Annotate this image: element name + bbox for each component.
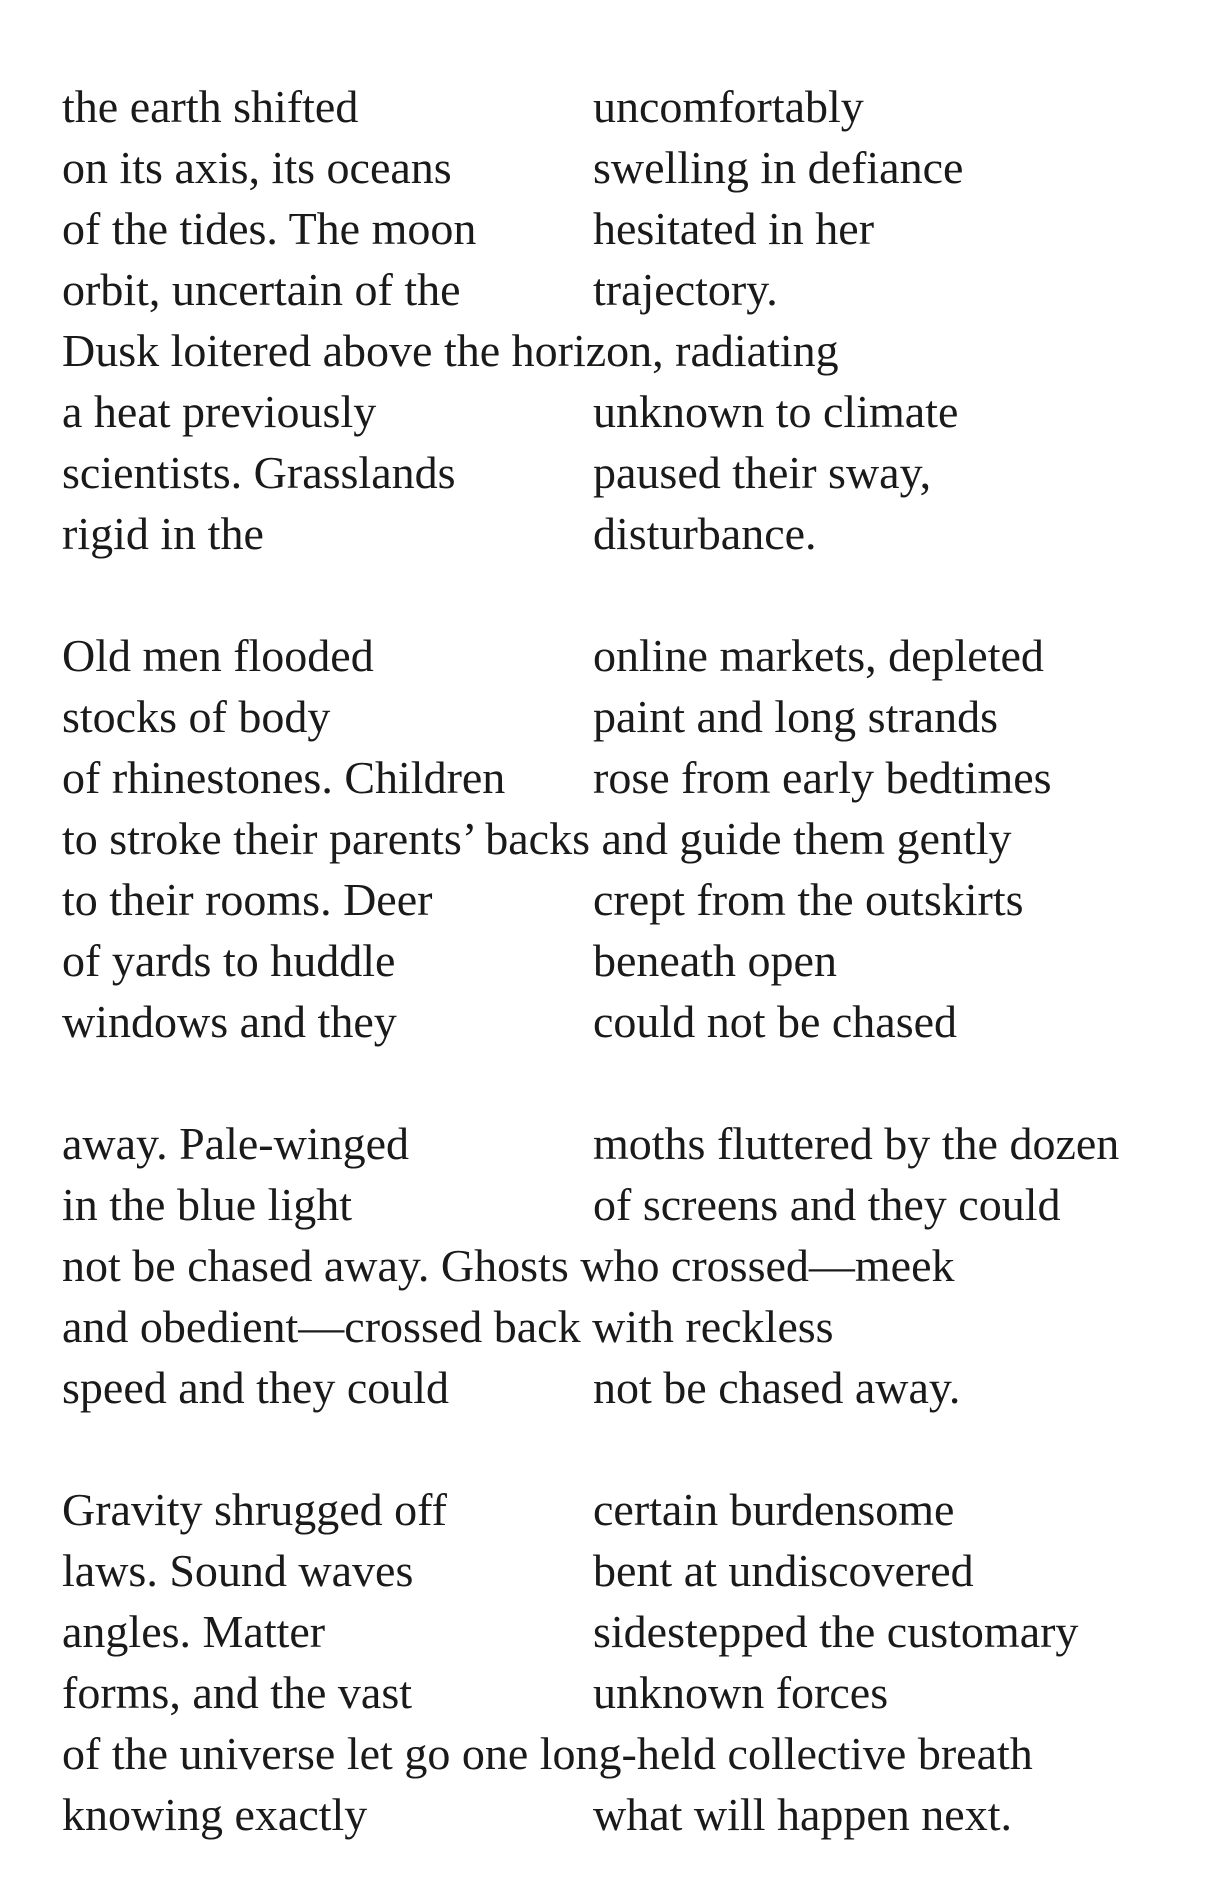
stanza (62, 1479, 1182, 1845)
poem-line (62, 503, 1182, 564)
poem-line (62, 76, 1182, 137)
stanza (62, 625, 1182, 1052)
line-left-column: a heat previously (62, 386, 377, 437)
poem-line (62, 686, 1182, 747)
line-right-column: uncomfortably (593, 81, 864, 132)
line-left-column: scientists. Grasslands (62, 447, 456, 498)
stanza-break (62, 1418, 1182, 1479)
poem (62, 76, 1182, 1845)
line-left-column: away. Pale-winged (62, 1118, 409, 1169)
poem-line (62, 320, 1182, 381)
line-right-column: hesitated in her (593, 203, 875, 254)
line-left-column: Gravity shrugged off (62, 1484, 447, 1535)
line-left-column: Old men flooded (62, 630, 374, 681)
line-right-column: unknown to climate (593, 386, 959, 437)
poem-line (62, 1601, 1182, 1662)
poem-line (62, 625, 1182, 686)
line-right-column: paused their sway, (593, 447, 932, 498)
line-left-column: rigid in the (62, 508, 264, 559)
poem-line (62, 869, 1182, 930)
poem-line (62, 747, 1182, 808)
stanza (62, 76, 1182, 564)
line-right-column: beneath open (593, 935, 837, 986)
line-right-column: not be chased away. (593, 1362, 961, 1413)
line-left-column: knowing exactly (62, 1789, 368, 1840)
poem-line (62, 137, 1182, 198)
line-right-column: of screens and they could (593, 1179, 1061, 1230)
line-left-column: laws. Sound waves (62, 1545, 414, 1596)
line-left-column: of the tides. The moon (62, 203, 477, 254)
line-left-column: of rhinestones. Children (62, 752, 506, 803)
line-right-column: paint and long strands (593, 691, 998, 742)
line-right-column: crept from the outskirts (593, 874, 1024, 925)
line-full-text: Dusk loitered above the horizon, radiating (62, 325, 839, 376)
line-right-column: could not be chased (593, 996, 958, 1047)
poem-line (62, 1723, 1182, 1784)
line-right-column: bent at undiscovered (593, 1545, 974, 1596)
poem-line (62, 808, 1182, 869)
line-left-column: stocks of body (62, 691, 331, 742)
poem-line (62, 1479, 1182, 1540)
stanza (62, 1113, 1182, 1418)
line-left-column: orbit, uncertain of the (62, 264, 461, 315)
poem-line (62, 1113, 1182, 1174)
line-right-column: certain burdensome (593, 1484, 955, 1535)
poem-line (62, 1784, 1182, 1845)
line-left-column: speed and they could (62, 1362, 450, 1413)
line-left-column: on its axis, its oceans (62, 142, 452, 193)
line-left-column: the earth shifted (62, 81, 359, 132)
line-right-column: what will happen next. (593, 1789, 1013, 1840)
poem-line (62, 991, 1182, 1052)
line-right-column: unknown forces (593, 1667, 889, 1718)
line-left-column: in the blue light (62, 1179, 353, 1230)
poem-line (62, 198, 1182, 259)
line-full-text: to stroke their parents’ backs and guide them gently (62, 813, 1012, 864)
poem-line (62, 1235, 1182, 1296)
line-left-column: of yards to huddle (62, 935, 396, 986)
poem-line (62, 1540, 1182, 1601)
poem-line (62, 381, 1182, 442)
stanza-break (62, 564, 1182, 625)
line-left-column: to their rooms. Deer (62, 874, 433, 925)
line-full-text: not be chased away. Ghosts who crossed—meek (62, 1240, 955, 1291)
line-right-column: online markets, depleted (593, 630, 1044, 681)
line-right-column: sidestepped the customary (593, 1606, 1079, 1657)
line-right-column: moths fluttered by the dozen (593, 1118, 1120, 1169)
line-right-column: trajectory. (593, 264, 778, 315)
poem-line (62, 1296, 1182, 1357)
stanza-break (62, 1052, 1182, 1113)
poem-line (62, 930, 1182, 991)
poem-line (62, 1662, 1182, 1723)
line-left-column: windows and they (62, 996, 397, 1047)
poem-line (62, 1357, 1182, 1418)
poem-line (62, 1174, 1182, 1235)
poem-line (62, 259, 1182, 320)
line-full-text: and obedient—crossed back with reckless (62, 1301, 834, 1352)
line-full-text: of the universe let go one long-held collective breath (62, 1728, 1033, 1779)
line-left-column: forms, and the vast (62, 1667, 413, 1718)
line-right-column: swelling in defiance (593, 142, 964, 193)
poem-line (62, 442, 1182, 503)
line-left-column: angles. Matter (62, 1606, 326, 1657)
line-right-column: rose from early bedtimes (593, 752, 1052, 803)
line-right-column: disturbance. (593, 508, 817, 559)
